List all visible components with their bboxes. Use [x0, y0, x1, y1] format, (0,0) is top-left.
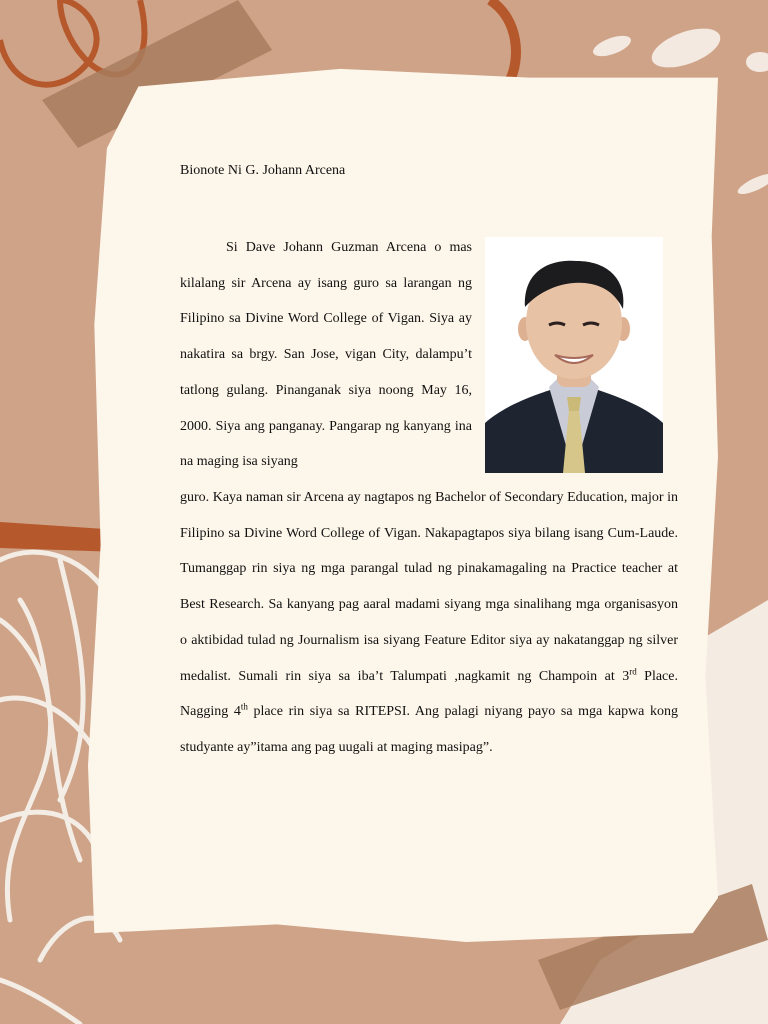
document-title: Bionote Ni G. Johann Arcena — [180, 163, 346, 178]
superscript-rd: rd — [629, 665, 637, 676]
bio-paragraph-intro: Si Dave Johann Guzman Arcena o mas kilalang sir Arcena ay isang guro sa larangan ng Filipino sa Divine Word College of Vigan. Siya ay nakatira sa brgy. San Jose, vigan City, dalampu’t tatlong gulang. Pinanganak siya noong May 16, 2000. Siya ang panganay. Pangarap ng kanyang ina na maging isa siyang — [180, 240, 472, 470]
superscript-th: th — [240, 701, 248, 712]
portrait-photo — [485, 237, 663, 473]
bio-paragraph-continued: guro. Kaya naman sir Arcena ay nagtapos ng Bachelor of Secondary Education, major in Filipino sa Divine Word College of Vigan. Nakapagtapos siya bilang isang Cum-Laude. Tumanggap rin siya ng mga parangal tulad ng pinakamagaling na Practice teacher at Best Research. Sa kanyang pag aaral madami siyang mga sinalihang mga organisasyon o aktibidad tulad ng Journalism isa siyang Feature Editor siya ay nakatanggap ng silver medalist. Sumali rin siya sa iba’t Talumpati ,nagkamit ng Champoin at 3rd Place. Nagging 4th place rin siya sa RITEPSI. Ang palagi niyang payo sa mga kapwa kong studyante ay”itama ang pag uugali at maging masipag”. — [180, 490, 678, 755]
